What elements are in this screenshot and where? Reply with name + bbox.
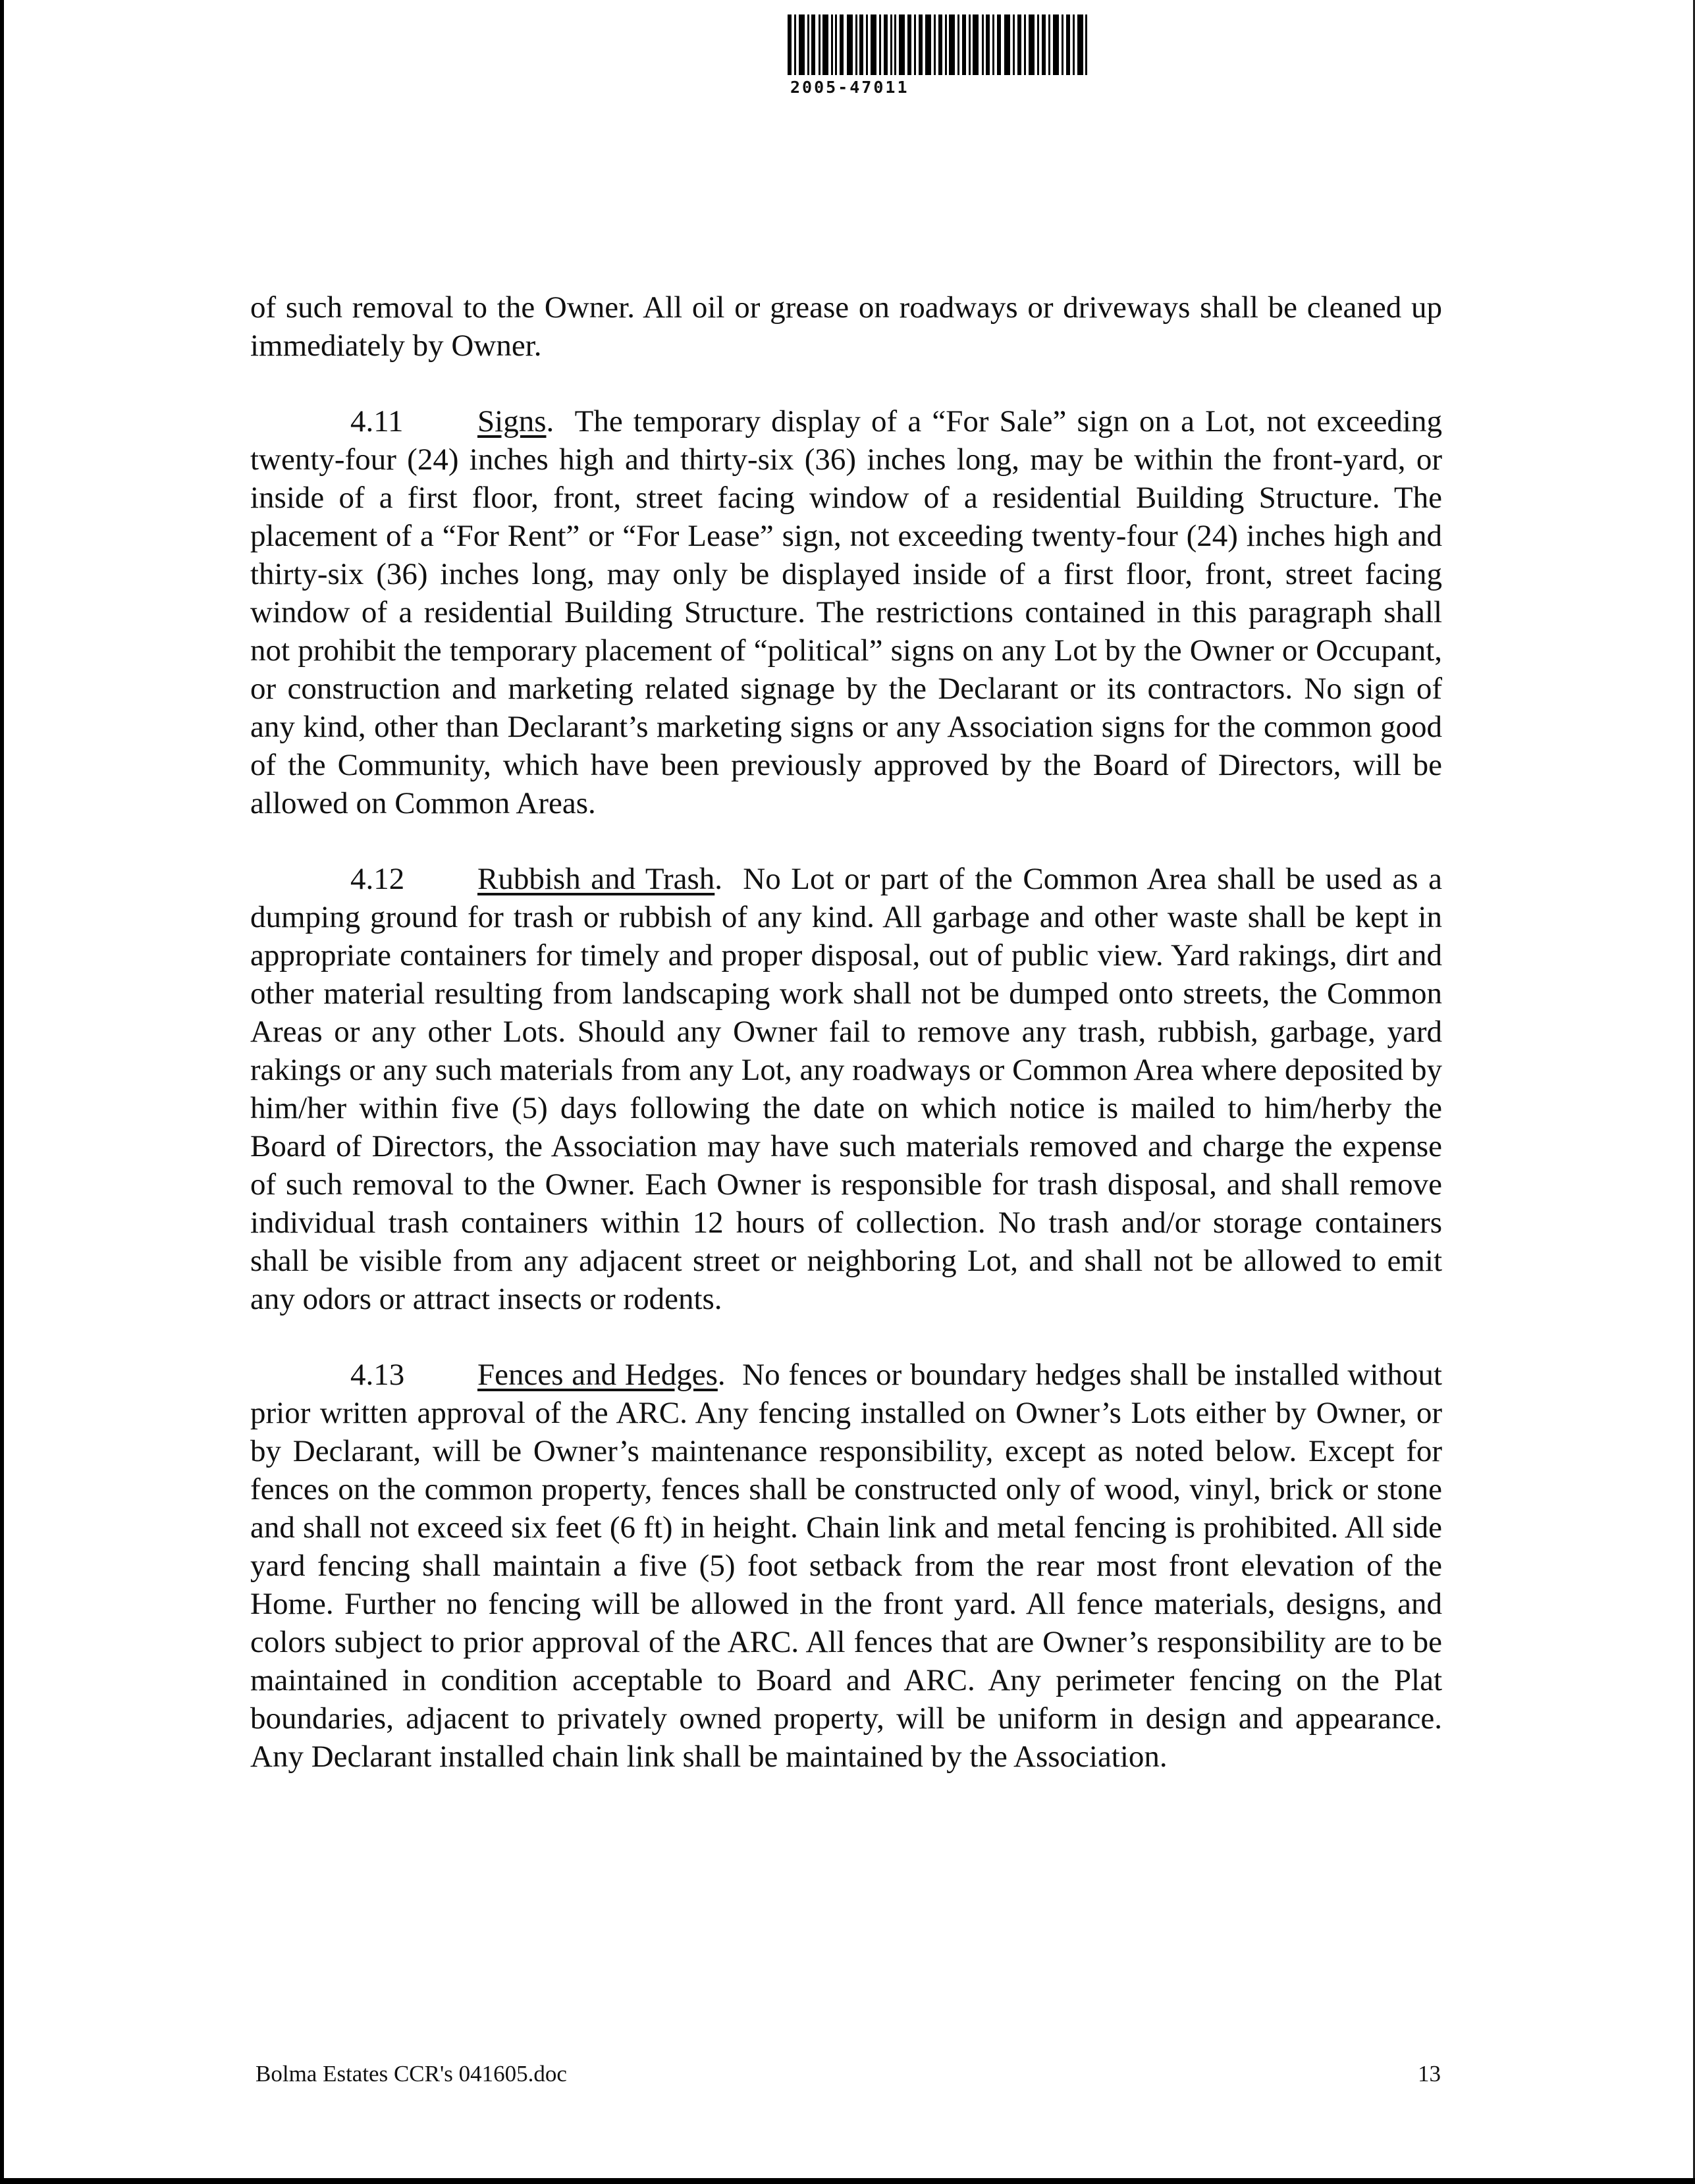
recording-number: 2005-47011 [790,78,909,97]
section-4-12 [250,860,1442,1318]
section-title: Fences and Hedges [477,1358,718,1392]
page-footer [256,2061,1441,2094]
section-number: 4.12 [350,862,405,896]
page-number: 13 [1418,2061,1441,2087]
title-period: . [546,404,554,439]
scan-edge-left [0,0,4,2184]
section-title: Signs [477,404,547,439]
section-body: The temporary display of a “For Sale” sign on a Lot, not exceeding twenty-four (24) inches high and thirty-six (36) inches long, may be within the front-yard, or inside of a first floor, front, street facing window of a residential Building Structure. The placement of a “For Rent” or “For Lease” sign, not exceeding twenty-four (24) inches high and thirty-six (36) inches long, may only be displayed inside of a first floor, front, street facing window of a residential Building Structure. The restrictions contained in this paragraph shall not prohibit the temporary placement of “political” signs on any Lot by the Owner or Occupant, or construction and marketing related signage by the Declarant or its contractors. No sign of any kind, other than Declarant’s marketing signs or any Association signs for the common good of the Community, which have been previously approved by the Board of Directors, will be allowed on Common Areas. [250,404,1442,820]
section-body: No Lot or part of the Common Area shall be used as a dumping ground for trash or rubbish of any kind. All garbage and other waste shall be kept in appropriate containers for timely and proper disposal, out of public view. Yard rakings, dirt and other material resulting from landscaping work shall not be dumped onto streets, the Common Areas or any other Lots. Should any Owner fail to remove any trash, rubbish, garbage, yard rakings or any such materials from any Lot, any roadways or Common Area where deposited by him/her within five (5) days following the date on which notice is mailed to him/herby the Board of Directors, the Association may have such materials removed and charge the expense of such removal to the Owner. Each Owner is responsible for trash disposal, and shall remove individual trash containers within 12 hours of collection. No trash and/or storage containers shall be visible from any adjacent street or neighboring Lot, and shall not be allowed to emit any odors or attract insects or rodents. [250,862,1442,1316]
barcode-icon [788,14,1087,75]
section-title: Rubbish and Trash [477,862,715,896]
section-4-13 [250,1356,1442,1776]
section-body: No fences or boundary hedges shall be installed without prior written approval of the ARC. Any fencing installed on Owner’s Lots either by Owner, or by Declarant, will be Owner’s maintenance responsibility, except as noted below. Except for fences on the common property, fences shall be constructed only of wood, vinyl, brick or stone and shall not exceed six feet (6 ft) in height. Chain link and metal fencing is prohibited. All side yard fencing shall maintain a five (5) foot setback from the rear most front elevation of the Home. Further no fencing will be allowed in the front yard. All fence materials, designs, and colors subject to prior approval of the ARC. All fences that are Owner’s responsibility are to be maintained in condition acceptable to Board and ARC. Any perimeter fencing on the Plat boundaries, adjacent to privately owned property, will be uniform in design and appearance. Any Declarant installed chain link shall be maintained by the Association. [250,1358,1442,1774]
section-number: 4.13 [350,1358,405,1392]
document-body [250,288,1442,1813]
section-number: 4.11 [350,404,404,439]
title-period: . [717,1358,726,1392]
scan-edge-bottom [0,2178,1695,2184]
section-4-11 [250,402,1442,822]
recording-barcode [788,14,1087,97]
intro-paragraph: of such removal to the Owner. All oil or grease on roadways or driveways shall be cleaned up immediately by Owner. [250,290,1442,363]
title-period: . [714,862,723,896]
footer-filename: Bolma Estates CCR's 041605.doc [256,2061,567,2087]
